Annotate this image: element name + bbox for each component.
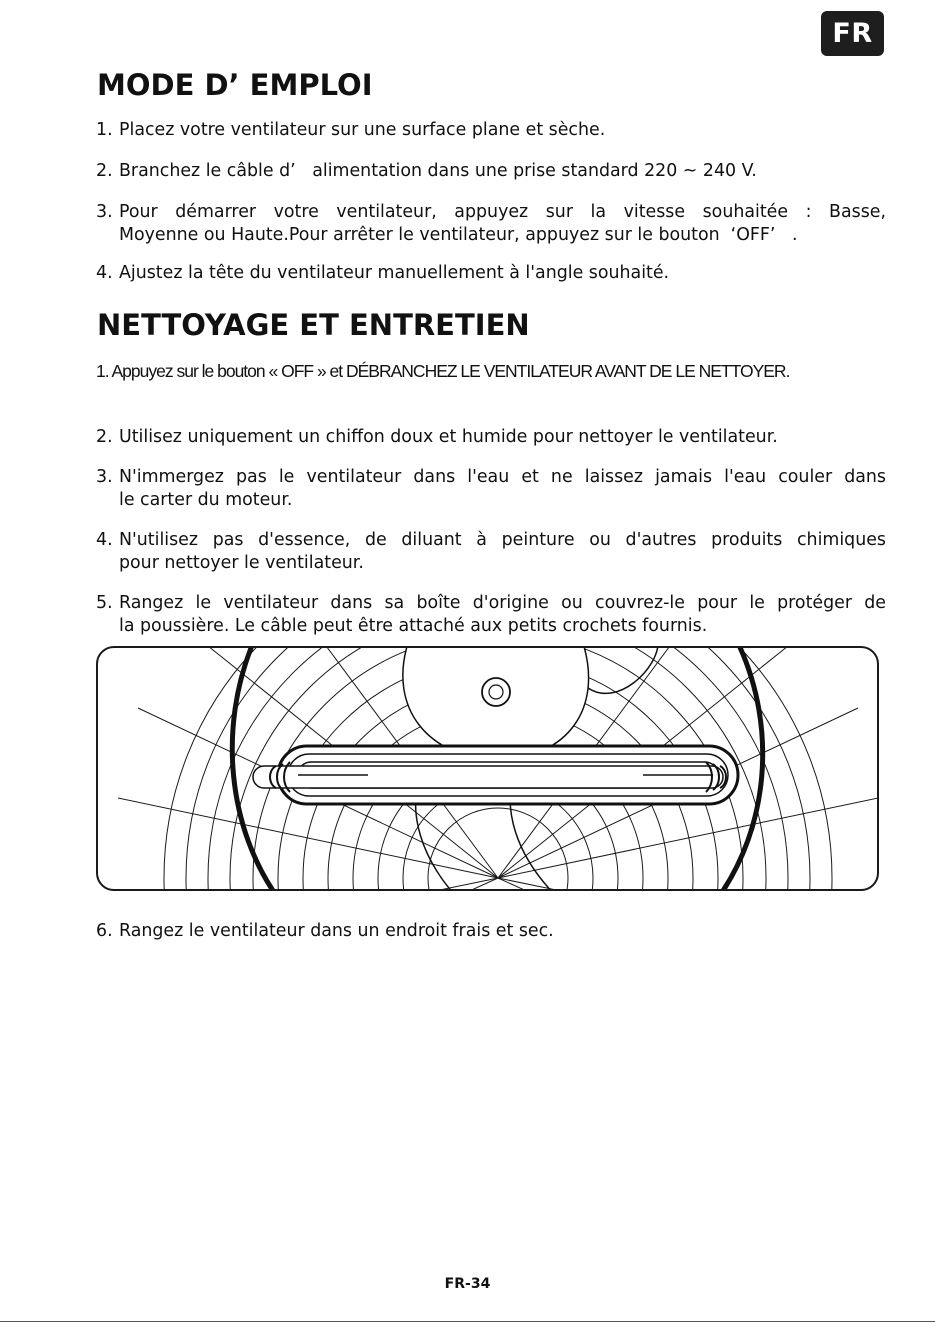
instruction-number: 1.: [96, 120, 113, 140]
cleaning-step-3: [96, 466, 886, 512]
instruction-text: Pour démarrer votre ventilateur, appuyez sur la vitesse souhaitée : Basse,: [119, 202, 886, 222]
cleaning-step-6: [96, 920, 886, 943]
step-text: Utilisez uniquement un chiffon doux et humide pour nettoyer le ventilateur.: [119, 427, 778, 447]
instruction-text: Ajustez la tête du ventilateur manuellement à l'angle souhaité.: [119, 263, 670, 283]
grille-ring: [428, 808, 568, 891]
instruction-4: [96, 262, 886, 285]
instruction-line-2: Moyenne ou Haute.Pour arrêter le ventilateur, appuyez sur le bouton ‘OFF’ .: [119, 225, 798, 245]
section-title-mode-emploi: MODE D’ EMPLOI: [97, 68, 373, 102]
language-badge: FR: [821, 11, 884, 56]
section-title-nettoyage: NETTOYAGE ET ENTRETIEN: [97, 308, 530, 342]
step-number: 2.: [96, 427, 113, 447]
fan-cord-hook-illustration: [96, 646, 879, 891]
fan-rear-grille-drawing: [98, 648, 879, 891]
step-line-1: [96, 466, 886, 489]
step-number: 4.: [96, 530, 113, 550]
instruction-3: [96, 201, 886, 247]
step-number: 3.: [96, 467, 113, 487]
page-bottom-rule: [0, 1321, 935, 1322]
step-line-1: [96, 592, 886, 615]
page-number: FR-34: [444, 1276, 491, 1292]
instruction-text: Branchez le câble d’ alimentation dans une prise standard 220 ~ 240 V.: [119, 161, 757, 181]
step-number: 5.: [96, 593, 113, 613]
instruction-number: 3.: [96, 202, 113, 222]
instruction-number: 2.: [96, 161, 113, 181]
center-screw-inner: [489, 685, 503, 699]
step-text: Rangez le ventilateur dans sa boîte d'origine ou couvrez-le pour le protéger de: [119, 593, 886, 613]
instruction-1: [96, 119, 886, 142]
instruction-2: [96, 160, 886, 183]
instruction-text: Placez votre ventilateur sur une surface plane et sèche.: [119, 120, 606, 140]
instruction-line-1: [96, 201, 886, 224]
step-line-2: pour nettoyer le ventilateur.: [119, 553, 364, 573]
instruction-number: 4.: [96, 263, 113, 283]
step-number: 6.: [96, 921, 113, 941]
cleaning-step-4: [96, 529, 886, 575]
step-line-2: le carter du moteur.: [119, 490, 293, 510]
cleaning-warning: 1. Appuyez sur le bouton « OFF » et DÉBRANCHEZ LE VENTILATEUR AVANT DE LE NETTOYER.: [96, 361, 790, 381]
step-text: N'utilisez pas d'essence, de diluant à peinture ou d'autres produits chimiques: [119, 530, 886, 550]
cleaning-step-5: [96, 592, 886, 638]
step-text: Rangez le ventilateur dans un endroit frais et sec.: [119, 921, 554, 941]
step-text: N'immergez pas le ventilateur dans l'eau et ne laissez jamais l'eau couler dans: [119, 467, 886, 487]
step-line-2: la poussière. Le câble peut être attaché aux petits crochets fournis.: [119, 616, 708, 636]
cleaning-step-2: [96, 426, 886, 449]
step-line-1: [96, 529, 886, 552]
cord-storage-hooks: [253, 746, 738, 804]
